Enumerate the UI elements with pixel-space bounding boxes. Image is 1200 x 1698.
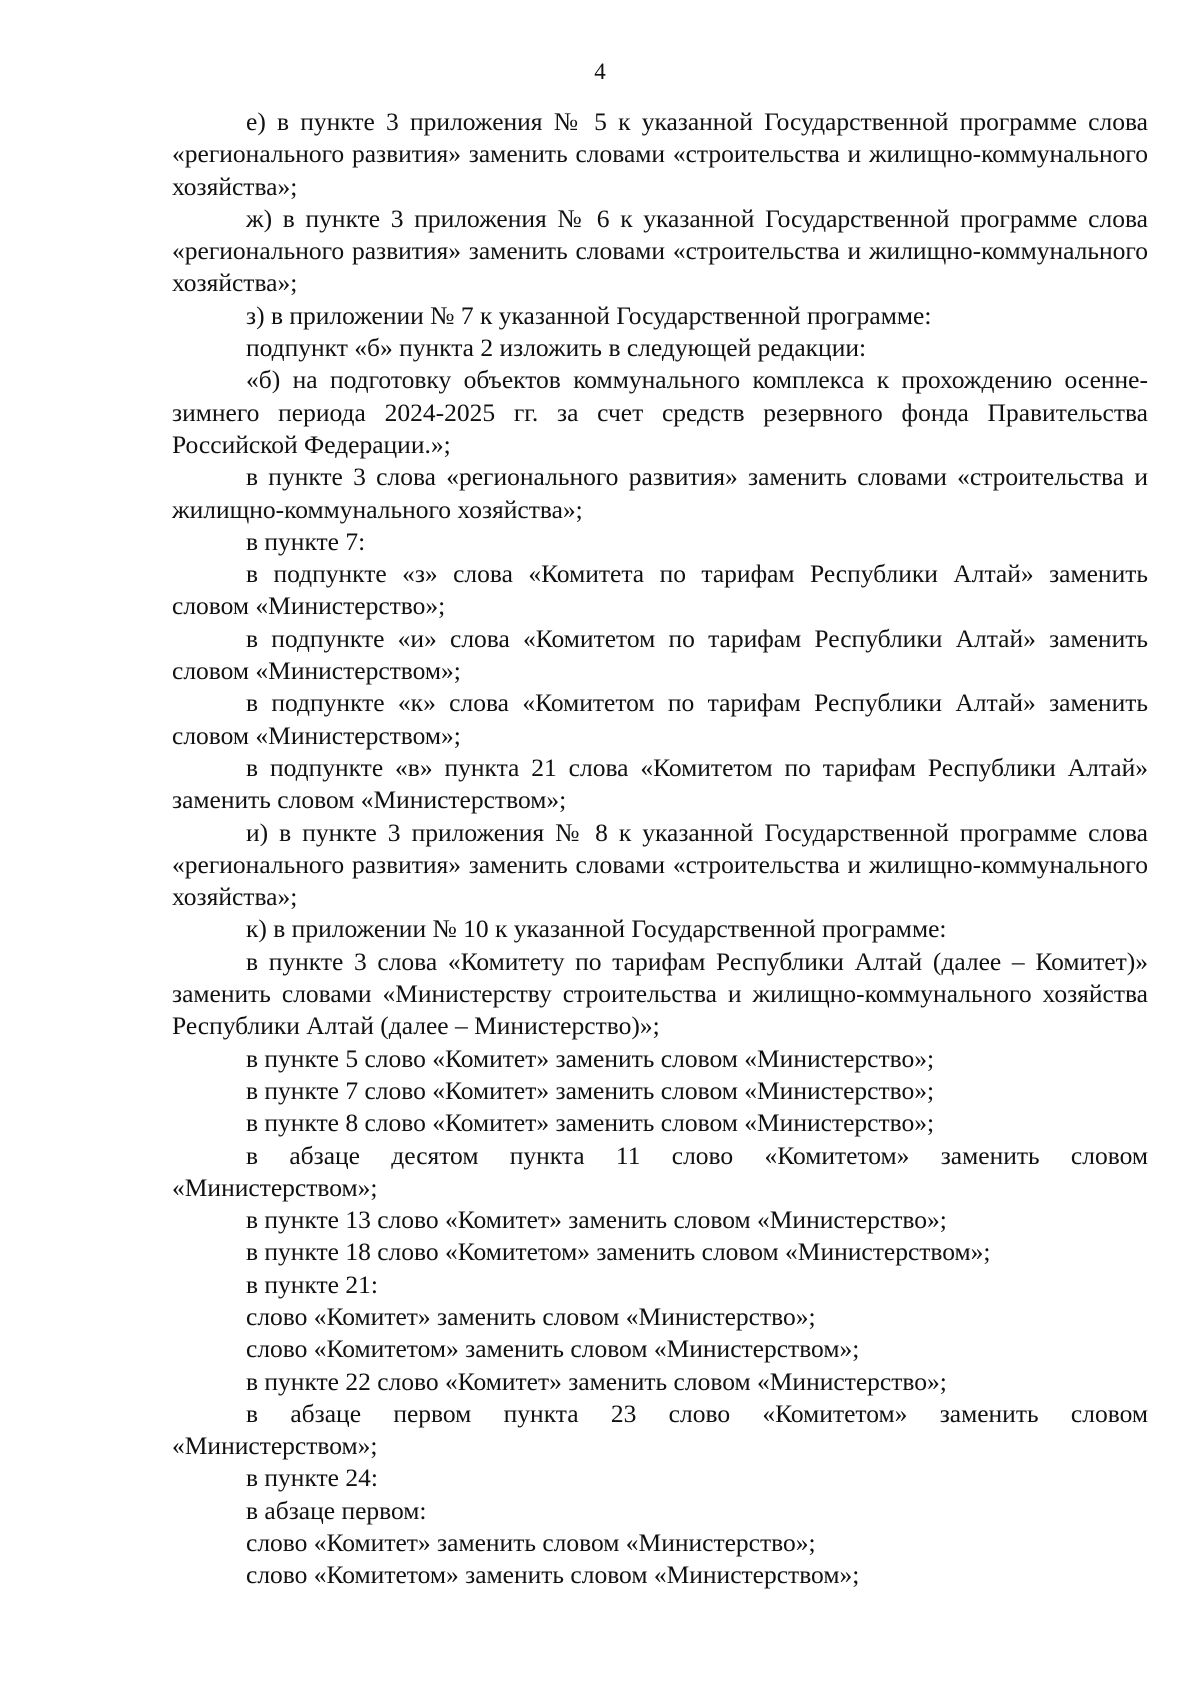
paragraph-k-item-24-b: слово «Комитетом» заменить словом «Министерством»;: [246, 1560, 860, 1590]
paragraph-k-item-7: в пункте 7 слово «Комитет» заменить словом «Министерство»;: [246, 1075, 935, 1105]
paragraph-item-3: в пункте 3 слова «регионального развития» заменить словами «строительства и жилищно-коммунального хозяйства»;: [172, 462, 1148, 524]
paragraph-subitem-k: в подпункте «к» слова «Комитетом по тарифам Республики Алтай» заменить словом «Министерством»;: [172, 688, 1148, 750]
paragraph-k-item-21-a: слово «Комитет» заменить словом «Министерство»;: [246, 1301, 816, 1331]
paragraph-k-item-24-a: слово «Комитет» заменить словом «Министерство»;: [246, 1528, 816, 1558]
paragraph-k: к) в приложении № 10 к указанной Государственной программе:: [246, 914, 947, 944]
paragraph-k-item-8: в пункте 8 слово «Комитет» заменить словом «Министерство»;: [246, 1108, 935, 1138]
paragraph-zh: ж) в пункте 3 приложения № 6 к указанной Государственной программе слова «регионального развития» заменить словами «строительства и жилищно-коммунального хозяйства»;: [172, 203, 1148, 298]
paragraph-k-item-23: в абзаце первом пункта 23 слово «Комитетом» заменить словом «Министерством»;: [172, 1398, 1148, 1461]
paragraph-i: и) в пункте 3 приложения № 8 к указанной Государственной программе слова «регионального развития» заменить словами «строительства и жилищно-коммунального хозяйства»;: [172, 817, 1148, 912]
page-number: 4: [594, 59, 606, 84]
paragraph-z: з) в приложении № 7 к указанной Государственной программе:: [246, 300, 932, 330]
document-body: [172, 106, 1148, 1592]
paragraph-k-item-13: в пункте 13 слово «Комитет» заменить словом «Министерство»;: [246, 1205, 947, 1235]
paragraph-subitem-b-text: «б) на подготовку объектов коммунального комплекса к прохождению осенне-зимнего периода 2024-2025 гг. за счет средств резервного фонда Правительства Российской Федерации.»;: [172, 365, 1148, 459]
paragraph-k-item-3: в пункте 3 слова «Комитету по тарифам Республики Алтай (далее – Комитет)» заменить словами «Министерству строительства и жилищно-коммунального хозяйства Республики Алтай (далее – Министерство)»;: [172, 946, 1148, 1041]
paragraph-k-item-11: в абзаце десятом пункта 11 слово «Комитетом» заменить словом «Министерством»;: [172, 1140, 1148, 1202]
paragraph-item-7: в пункте 7:: [246, 526, 366, 556]
paragraph-k-item-18: в пункте 18 слово «Комитетом» заменить словом «Министерством»;: [246, 1237, 991, 1267]
paragraph-k-item-21-b: слово «Комитетом» заменить словом «Министерством»;: [246, 1334, 860, 1364]
paragraph-k-item-24-first: в абзаце первом:: [246, 1495, 427, 1525]
paragraph-k-item-5: в пункте 5 слово «Комитет» заменить словом «Министерство»;: [246, 1043, 935, 1073]
paragraph-subitem-z: в подпункте «з» слова «Комитета по тарифам Республики Алтай» заменить словом «Министерство»;: [172, 559, 1148, 621]
paragraph-k-item-22: в пункте 22 слово «Комитет» заменить словом «Министерство»;: [246, 1366, 947, 1396]
paragraph-k-item-24: в пункте 24:: [246, 1463, 378, 1493]
paragraph-subitem-i: в подпункте «и» слова «Комитетом по тарифам Республики Алтай» заменить словом «Министерством»;: [172, 623, 1148, 686]
paragraph-subitem-v: в подпункте «в» пункта 21 слова «Комитетом по тарифам Республики Алтай» заменить словом «Министерством»;: [172, 752, 1148, 815]
paragraph-k-item-21: в пункте 21:: [246, 1269, 378, 1299]
paragraph-subitem-b-intro: подпункт «б» пункта 2 изложить в следующей редакции:: [246, 333, 867, 363]
paragraph-e: е) в пункте 3 приложения № 5 к указанной Государственной программе слова «регионального развития» заменить словами «строительства и жилищно-коммунального хозяйства»;: [172, 107, 1148, 201]
